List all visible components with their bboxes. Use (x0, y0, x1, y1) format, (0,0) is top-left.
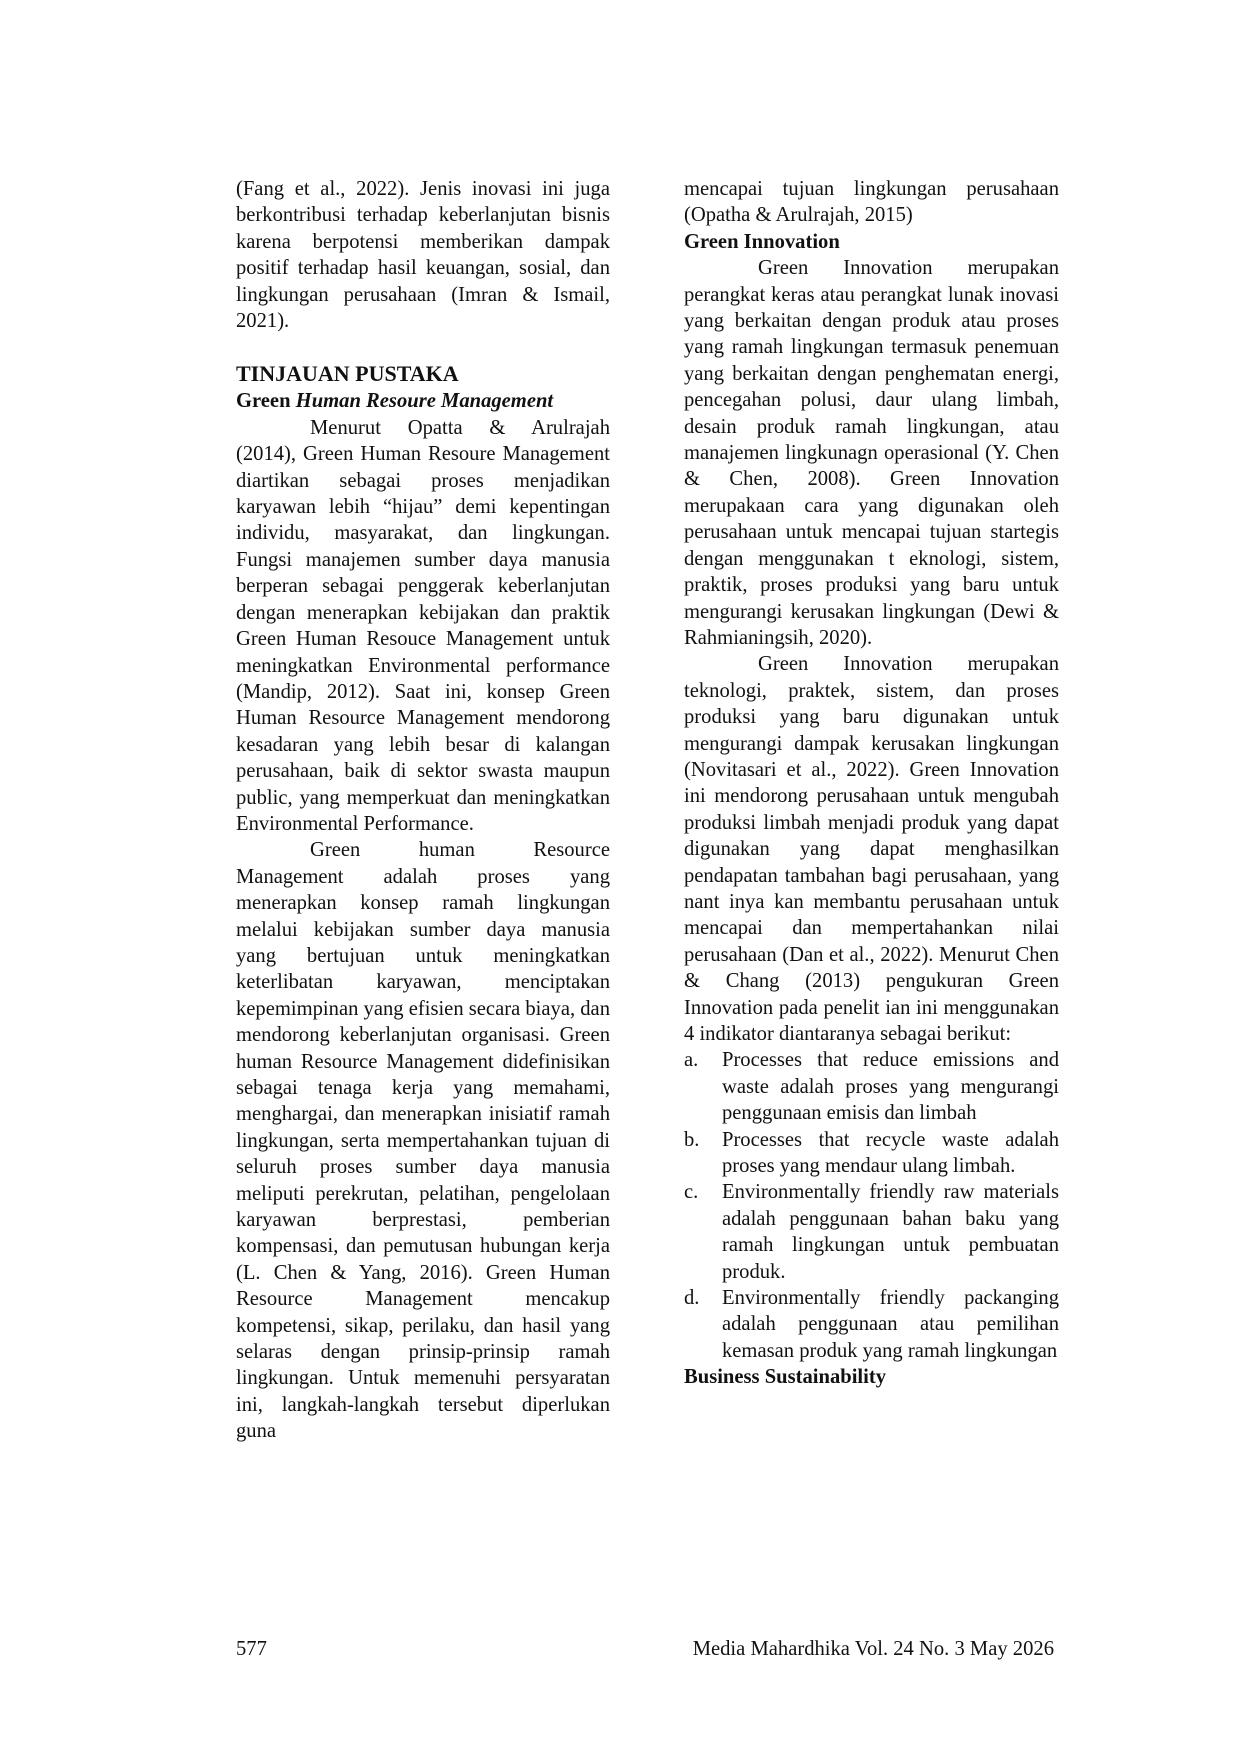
list-item-text: Environmentally friendly raw materials adalah penggunaan bahan baku yang ramah lingkungan untuk pembuatan produk. (722, 1181, 1059, 1283)
ghrm-paragraph-2: Green human Resource Management adalah proses yang menerapkan konsep ramah lingkungan melalui kebijakan sumber daya manusia yang bertujuan untuk meningkatkan keterlibatan karyawan, menciptakan kepemimpinan yang efisien secara biaya, dan mendorong keberlanjutan organisasi. Green human Resource Management didefinisikan sebagai tenaga kerja yang memahami, menghargai, dan menerapkan inisiatif ramah lingkungan, serta mempertahankan tujuan di seluruh proses sumber daya manusia meliputi perekrutan, pelatihan, pengelolaan karyawan berprestasi, pemberian kompensasi, dan pemutusan hubungan kerja (L. Chen & Yang, 2016). Green Human Resource Management mencakup kompetensi, sikap, perilaku, dan hasil yang selaras dengan prinsip-prinsip ramah lingkungan. Untuk memenuhi persyaratan ini, langkah-langkah tersebut diperlukan guna (236, 839, 610, 1443)
list-item (684, 1127, 1059, 1180)
bs-heading: Business Sustainability (684, 1366, 887, 1389)
page-number: 577 (236, 1638, 267, 1660)
list-item-text: Environmentally friendly packanging adalah penggunaan atau pemilihan kemasan produk yang ramah lingkungan (722, 1287, 1059, 1362)
list-item (684, 1047, 1059, 1126)
section-title: TINJAUAN PUSTAKA (236, 361, 459, 387)
ghrm-heading-italic: Human Resoure Management (295, 390, 554, 413)
journal-footer: Media Mahardhika Vol. 24 No. 3 May 2026 (692, 1638, 1054, 1660)
list-marker: c. (684, 1181, 699, 1204)
gi-heading: Green Innovation (684, 230, 840, 253)
list-item-text: Processes that recycle waste adalah proses yang mendaur ulang limbah. (722, 1128, 1059, 1178)
right-column (684, 176, 1059, 1391)
list-item-text: Processes that reduce emissions and waste adalah proses yang mengurangi penggunaan emisis dan limbah (722, 1049, 1059, 1125)
gi-paragraph-1: Green Innovation merupakan perangkat keras atau perangkat lunak inovasi yang berkaitan dengan produk atau proses yang ramah lingkungan termasuk penemuan yang berkaitan dengan penghematan energi, pencegahan polusi, daur ulang limbah, desain produk ramah lingkungan, atau manajemen lingkunagn operasional (Y. Chen & Chen, 2008). Green Innovation merupakaan cara yang digunakan oleh perusahaan untuk mencapai tujuan startegis dengan menggunakan t eknologi, sistem, praktik, proses produksi yang baru untuk mengurangi kerusakan lingkungan (Dewi & Rahmianingsih, 2020). (684, 257, 1059, 649)
list-item (684, 1179, 1059, 1285)
list-item (684, 1285, 1059, 1364)
ghrm-paragraph-1: Menurut Opatta & Arulrajah (2014), Green Human Resoure Management diartikan sebagai proses menjadikan karyawan lebih “hijau” demi kepentingan individu, masyarakat, dan lingkungan. Fungsi manajemen sumber daya manusia berperan sebagai penggerak keberlanjutan dengan menerapkan kebijakan dan praktik Green Human Resouce Management untuk meningkatkan Environmental performance (Mandip, 2012). Saat ini, konsep Green Human Resource Management mendorong kesadaran yang lebih besar di kalangan perusahaan, baik di sektor swasta maupun public, yang memperkuat dan meningkatkan Environmental Performance. (236, 416, 610, 835)
list-marker: d. (684, 1287, 700, 1310)
list-marker: a. (684, 1049, 699, 1072)
indicator-list (684, 1047, 1059, 1364)
list-marker: b. (684, 1128, 700, 1151)
ghrm-heading (236, 388, 610, 414)
left-column (236, 176, 610, 1445)
intro-paragraph-end: (Fang et al., 2022). Jenis inovasi ini juga berkontribusi terhadap keberlanjutan bisnis karena berpotensi memberikan dampak positif terhadap hasil keuangan, sosial, dan lingkungan perusahaan (Imran & Ismail, 2021). (236, 178, 610, 333)
gi-paragraph-2: Green Innovation merupakan teknologi, praktek, sistem, dan proses produksi yang baru digunakan untuk mengurangi dampak kerusakan lingkungan (Novitasari et al., 2022). Green Innovation ini mendorong perusahaan untuk mengubah produksi limbah menjadi produk yang dapat digunakan yang dapat menghasilkan pendapatan tambahan bagi perusahaan, yang nant inya kan membantu perusahaan untuk mencapai dan mempertahankan nilai perusahaan (Dan et al., 2022). Menurut Chen & Chang (2013) pengukuran Green Innovation pada penelit ian ini menggunakan 4 indikator diantaranya sebagai berikut: (684, 653, 1059, 1045)
continuation-paragraph: mencapai tujuan lingkungan perusahaan (Opatha & Arulrajah, 2015) (684, 178, 1059, 227)
ghrm-heading-plain: Green (236, 390, 296, 413)
